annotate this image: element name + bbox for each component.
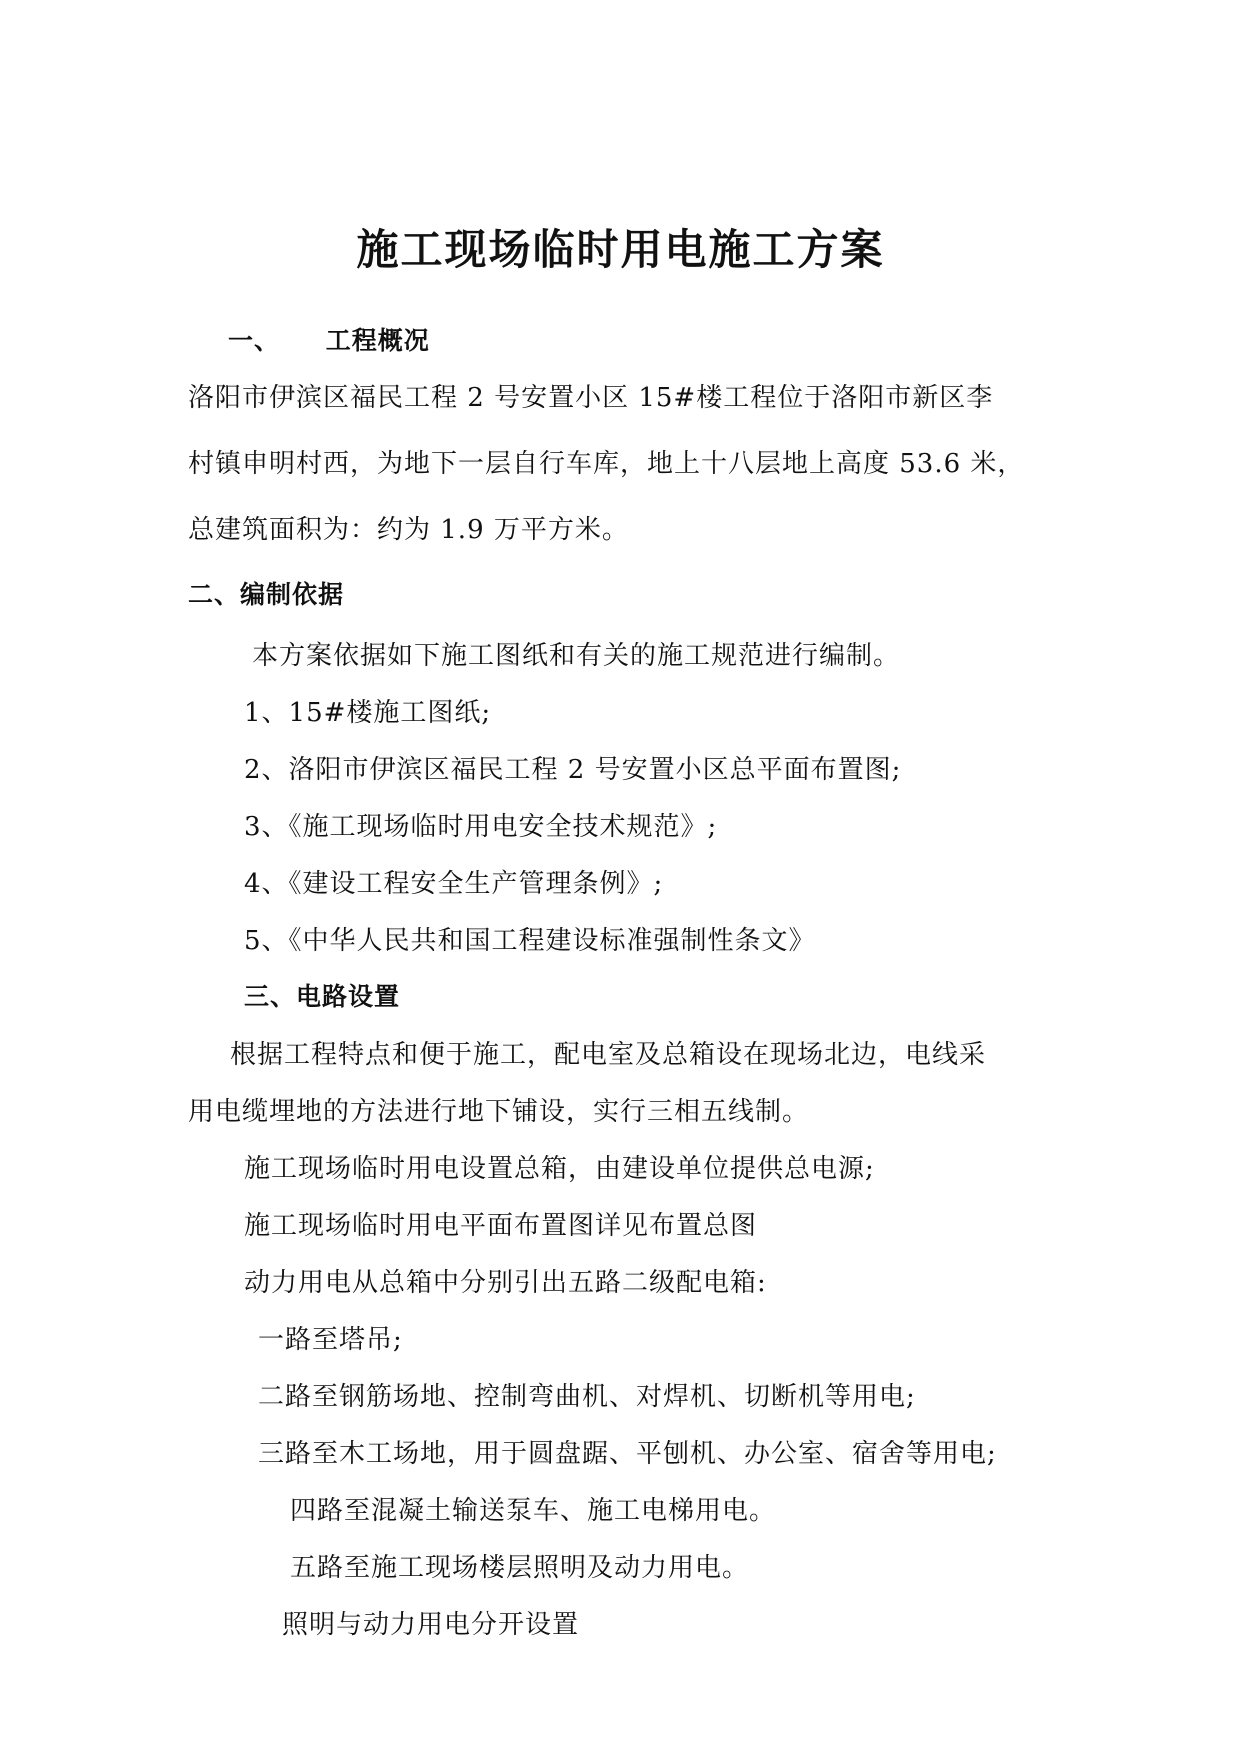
- reference-item-2: 2、洛阳市伊滨区福民工程 2 号安置小区总平面布置图;: [244, 755, 902, 785]
- reference-item-4: 4、《建设工程安全生产管理条例》;: [244, 869, 664, 899]
- section-3-line-2: 用电缆埋地的方法进行地下铺设，实行三相五线制。: [188, 1097, 810, 1127]
- section-3-line-3: 施工现场临时用电设置总箱，由建设单位提供总电源;: [244, 1154, 875, 1184]
- section-1-number: 一、: [228, 326, 281, 355]
- document-title: 施工现场临时用电施工方案: [356, 225, 885, 274]
- section-1-title: 工程概况: [325, 326, 430, 355]
- section-2-intro: 本方案依据如下施工图纸和有关的施工规范进行编制。: [252, 641, 901, 671]
- section-3-line-1: 根据工程特点和便于施工，配电室及总箱设在现场北边，电线采: [230, 1040, 987, 1070]
- section-1-line-1: 洛阳市伊滨区福民工程 2 号安置小区 15#楼工程位于洛阳市新区李: [188, 383, 994, 413]
- section-3-last-line: 照明与动力用电分开设置: [282, 1610, 580, 1640]
- section-1-line-2: 村镇申明村西，为地下一层自行车库，地上十八层地上高度 53.6 米，: [188, 449, 1025, 479]
- circuit-item-3: 三路至木工场地，用于圆盘踞、平刨机、办公室、宿舍等用电;: [258, 1439, 997, 1469]
- circuit-item-1: 一路至塔吊;: [258, 1325, 403, 1355]
- section-1-heading: [228, 325, 430, 357]
- reference-item-1: 1、15#楼施工图纸;: [244, 698, 492, 728]
- reference-item-3: 3、《施工现场临时用电安全技术规范》;: [244, 812, 718, 842]
- section-1-line-3: 总建筑面积为：约为 1.9 万平方米。: [188, 515, 629, 545]
- circuit-item-5: 五路至施工现场楼层照明及动力用电。: [290, 1553, 750, 1583]
- section-3-line-4: 施工现场临时用电平面布置图详见布置总图: [244, 1211, 758, 1241]
- reference-item-5: 5、《中华人民共和国工程建设标准强制性条文》: [244, 926, 816, 956]
- section-2-heading: 二、编制依据: [188, 580, 345, 609]
- circuit-item-4: 四路至混凝土输送泵车、施工电梯用电。: [290, 1496, 777, 1526]
- circuit-item-2: 二路至钢筋场地、控制弯曲机、对焊机、切断机等用电;: [258, 1382, 916, 1412]
- section-3-line-5: 动力用电从总箱中分别引出五路二级配电箱:: [244, 1268, 767, 1298]
- section-3-heading: 三、电路设置: [244, 982, 401, 1011]
